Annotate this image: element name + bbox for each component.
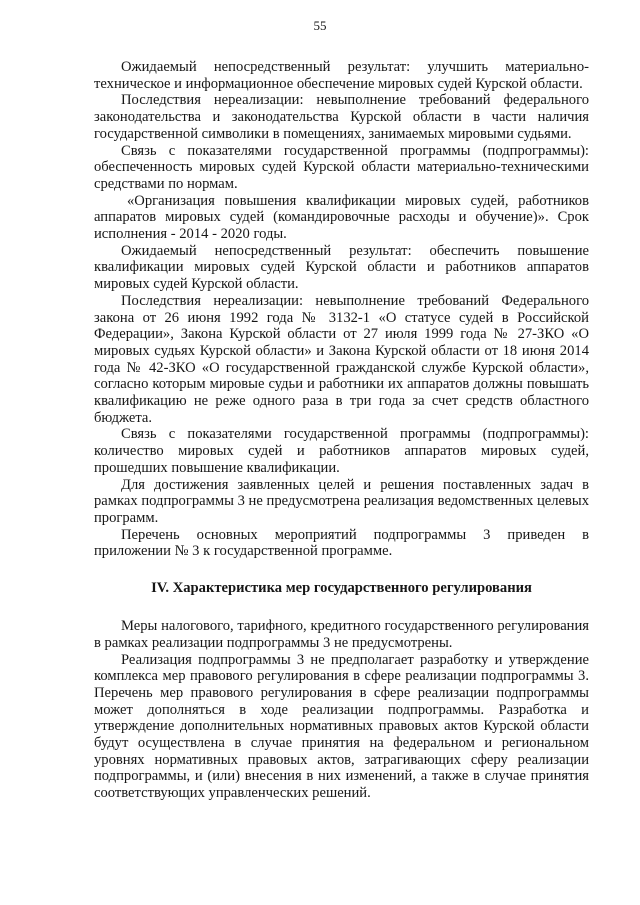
paragraph-departmental-programs: Для достижения заявленных целей и решения поставленных задач в рамках подпрограммы 3 не предусмотрена реализация ведомственных целевых программ.	[94, 476, 589, 526]
paragraph-consequences-symbolics: Последствия нереализации: невыполнение требований федерального законодательства и законодательства Курской области в части наличия государственной символики в помещениях, занимаемых мировыми судьями.	[94, 92, 589, 142]
paragraph-indicator-qualification: Связь с показателями государственной программы (подпрограммы): количество мировых судей и работников аппаратов мировых судей, прошедших повышение квалификации.	[94, 426, 589, 476]
paragraph-expected-result-equipment: Ожидаемый непосредственный результат: улучшить материально-техническое и информационное обеспечение мировых судей Курской области.	[94, 59, 589, 92]
paragraph-activities-list: Перечень основных мероприятий подпрограммы 3 приведен в приложении № 3 к государственной программе.	[94, 526, 589, 560]
paragraph-consequences-qualification: Последствия нереализации: невыполнение требований Федерального закона от 26 июня 1992 года № 3132-1 «О статусе судей в Российской Федерации», Закона Курской области от 27 июля 1999 года № 27-ЗКО «О мировых судьях Курской области» и Закона Курской области от 18 июня 2014 года № 42-ЗКО «О государственной гражданской службе Курской области», согласно которым мировые судьи и работники их аппаратов должны повышать квалификацию не реже одного раза в три года за счет средств областного бюджета.	[94, 292, 589, 426]
section-heading: IV. Характеристика мер государственного регулирования	[151, 580, 532, 597]
paragraph-activity-qualification: «Организация повышения квалификации мировых судей, работников аппаратов мировых судей (командировочные расходы и обучение)». Срок исполнения - 2014 - 2020 годы.	[94, 192, 589, 243]
paragraph-indicator-equipment: Связь с показателями государственной программы (подпрограммы): обеспеченность мировых судей Курской области материально-техническими средствами по нормам.	[94, 142, 589, 192]
document-body	[94, 59, 589, 802]
page-number: 55	[313, 18, 327, 33]
paragraph-expected-result-qualification: Ожидаемый непосредственный результат: обеспечить повышение квалификации мировых судей Курской области и работников аппаратов мировых судей Курской области.	[94, 242, 589, 293]
paragraph-legal-regulation: Реализация подпрограммы 3 не предполагает разработку и утверждение комплекса мер правового регулирования в сфере реализации подпрограммы 3. Перечень мер правового регулирования в сфере реализации подпрограммы может дополняться в ходе реализации подпрограммы. Разработка и утверждение дополнительных нормативных правовых актов Курской области будут осуществлена в случае принятия на федеральном и региональном уровнях нормативных правовых актов, затрагивающих сферу реализации подпрограммы, и (или) внесения в них изменений, а также в случае принятия соответствующих управленческих решений.	[94, 651, 589, 802]
paragraph-regulation-measures: Меры налогового, тарифного, кредитного государственного регулирования в рамках реализации подпрограммы 3 не предусмотрены.	[94, 618, 589, 651]
